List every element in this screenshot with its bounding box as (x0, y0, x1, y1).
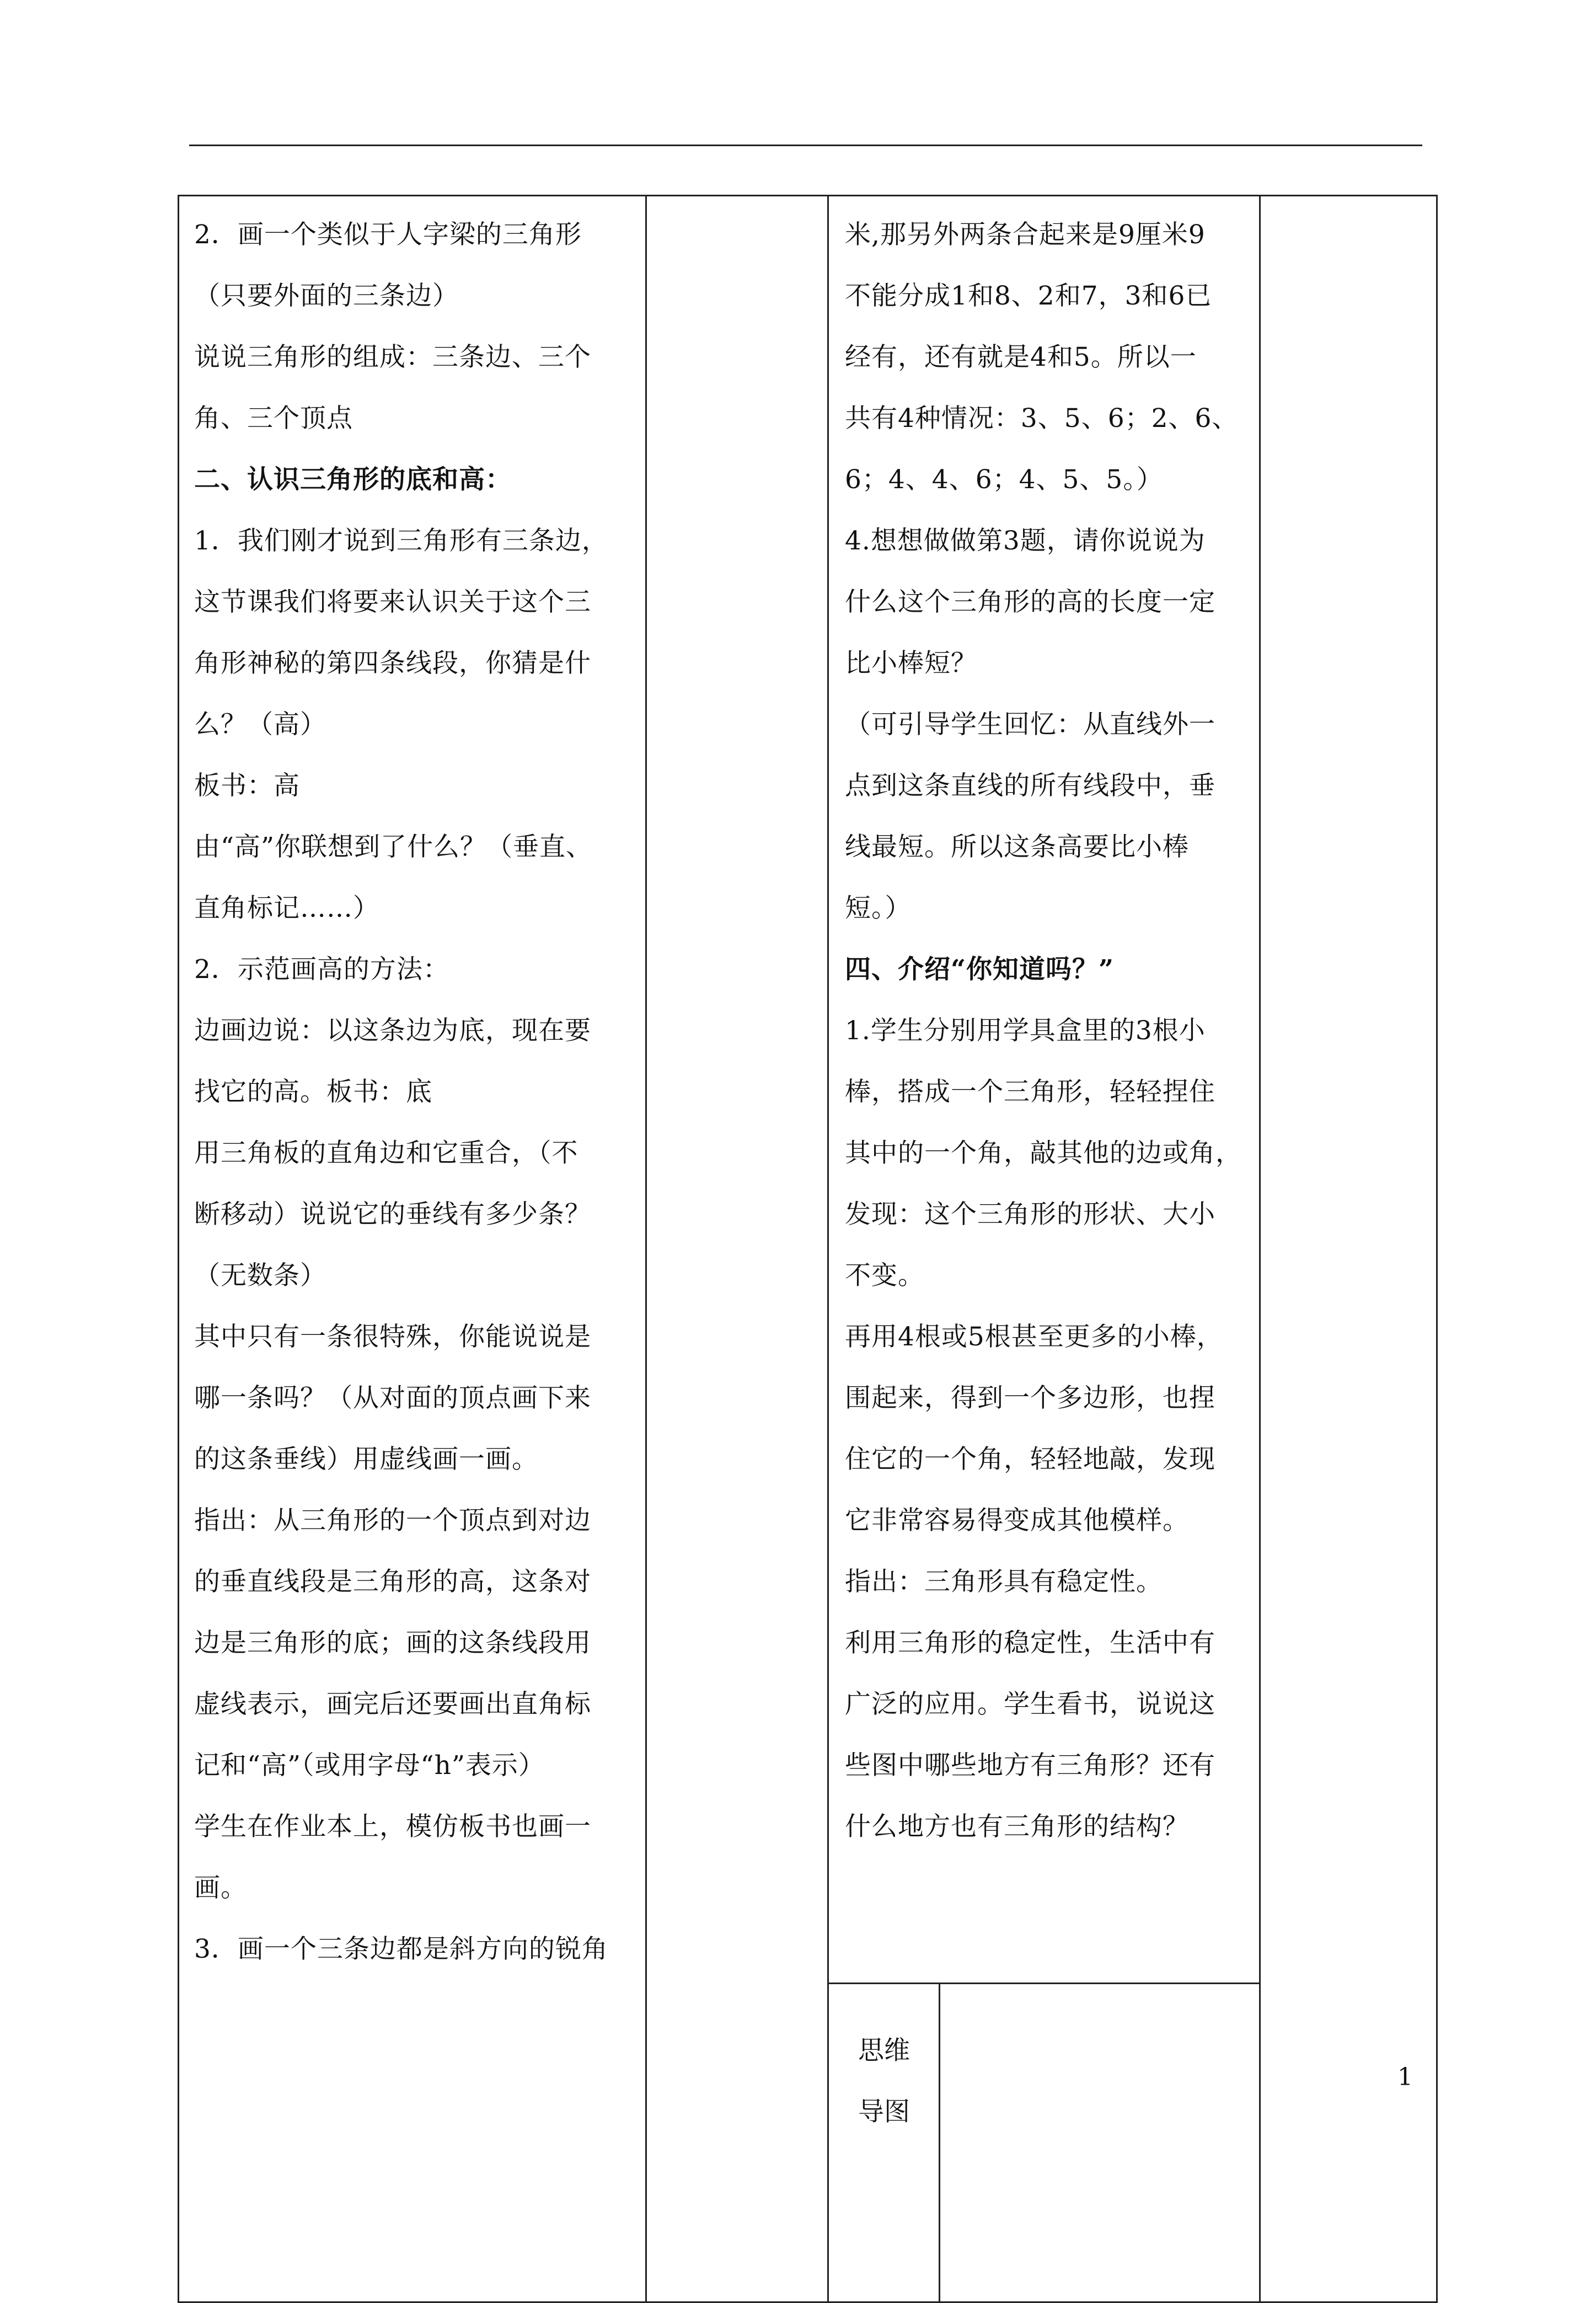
text-line: 其中只有一条很特殊，你能说说是 (194, 1322, 591, 1352)
text-line: 指出：三角形具有稳定性。 (845, 1567, 1163, 1597)
text-line: 利用三角形的稳定性，生活中有 (845, 1628, 1215, 1658)
text-line: 板书：高 (194, 771, 300, 801)
text-line: 角形神秘的第四条线段，你猜是什 (194, 648, 591, 678)
text-line: 它非常容易得变成其他模样。 (845, 1505, 1189, 1536)
text-line: 广泛的应用。学生看书，说说这 (845, 1689, 1215, 1719)
text-line: 围起来，得到一个多边形，也捏 (845, 1383, 1215, 1413)
text-line: 的垂直线段是三角形的高，这条对 (194, 1567, 591, 1597)
right-column-text (845, 204, 1242, 1857)
text-line: 些图中哪些地方有三角形？还有 (845, 1750, 1215, 1781)
text-line: 学生在作业本上，模仿板书也画一 (194, 1812, 591, 1842)
table-right-border (1436, 195, 1438, 2303)
text-line: 哪一条吗？（从对面的顶点画下来 (194, 1383, 591, 1413)
text-line: 1.学生分别用学具盒里的3根小 (845, 1016, 1206, 1046)
text-line: 2．画一个类似于人字梁的三角形 (194, 220, 582, 250)
column-divider-1 (645, 195, 647, 2303)
text-line: 棒，搭成一个三角形，轻轻捏住 (845, 1077, 1215, 1107)
header-rule (189, 145, 1422, 146)
text-line: 比小棒短？ (845, 648, 977, 678)
text-line: 画。 (194, 1873, 247, 1903)
text-line: 什么地方也有三角形的结构？ (845, 1812, 1189, 1842)
text-line: 1．我们刚才说到三角形有三条边， (194, 526, 608, 556)
text-line: 4.想想做做第3题，请你说说为 (845, 526, 1206, 556)
text-line: 再用4根或5根甚至更多的小棒， (845, 1322, 1223, 1352)
text-line: 不变。 (845, 1260, 924, 1291)
text-line: 什么这个三角形的高的长度一定 (845, 587, 1215, 617)
table-left-border (178, 195, 179, 2303)
text-line: 找它的高。板书：底 (194, 1077, 432, 1107)
text-line: 边画边说：以这条边为底，现在要 (194, 1016, 591, 1046)
mind-map-row-top-border (827, 1983, 1261, 1984)
text-line: 记和“高”（或用字母“h”表示） (194, 1750, 545, 1781)
text-line: 共有4种情况：3、5、6；2、6、 (845, 403, 1239, 434)
text-line: 虚线表示，画完后还要画出直角标 (194, 1689, 591, 1719)
text-line: （无数条） (194, 1260, 326, 1291)
text-line: 2．示范画高的方法： (194, 954, 449, 985)
text-line: 么？（高） (194, 709, 326, 740)
text-line: 点到这条直线的所有线段中，垂 (845, 771, 1215, 801)
text-line: 说说三角形的组成：三条边、三个 (194, 342, 591, 372)
mind-map-label (829, 2020, 939, 2142)
text-line: 用三角板的直角边和它重合，（不 (194, 1138, 579, 1168)
text-line: 短。） (845, 893, 912, 923)
text-line: 直角标记……） (194, 893, 379, 923)
text-line: 角、三个顶点 (194, 403, 353, 434)
text-line: 6；4、4、6；4、5、5。） (845, 464, 1163, 495)
text-line: 指出：从三角形的一个顶点到对边 (194, 1505, 591, 1536)
text-line: 边是三角形的底；画的这条线段用 (194, 1628, 591, 1658)
text-line: 断移动）说说它的垂线有多少条？ (194, 1199, 591, 1230)
left-column-text (194, 204, 608, 1980)
text-line: 3．画一个三条边都是斜方向的锐角 (194, 1934, 608, 1964)
text-line: 米,那另外两条合起来是9厘米9 (845, 220, 1206, 250)
section-heading: 四、介绍“你知道吗？” (845, 954, 1115, 985)
table-top-border (178, 195, 1438, 196)
mind-map-label-divider (939, 1983, 940, 2302)
text-line: 经有，还有就是4和5。所以一 (845, 342, 1197, 372)
mind-map-label-line-1: 思维 (858, 2035, 910, 2066)
column-divider-2 (827, 195, 829, 2303)
page-number: 1 (1397, 2063, 1413, 2091)
column-divider-3 (1259, 195, 1261, 2303)
text-line: （可引导学生回忆：从直线外一 (845, 709, 1215, 740)
section-heading: 二、认识三角形的底和高： (194, 464, 512, 495)
text-line: 由“高”你联想到了什么？（垂直、 (194, 832, 593, 862)
text-line: 其中的一个角，敲其他的边或角， (845, 1138, 1242, 1168)
text-line: 的这条垂线）用虚线画一画。 (194, 1444, 538, 1474)
text-line: 线最短。所以这条高要比小棒 (845, 832, 1189, 862)
text-line: （只要外面的三条边） (194, 281, 459, 311)
text-line: 住它的一个角，轻轻地敲，发现 (845, 1444, 1215, 1474)
text-line: 发现：这个三角形的形状、大小 (845, 1199, 1215, 1230)
mind-map-label-line-2: 导图 (858, 2097, 910, 2127)
text-line: 不能分成1和8、2和7，3和6已 (845, 281, 1212, 311)
text-line: 这节课我们将要来认识关于这个三 (194, 587, 591, 617)
